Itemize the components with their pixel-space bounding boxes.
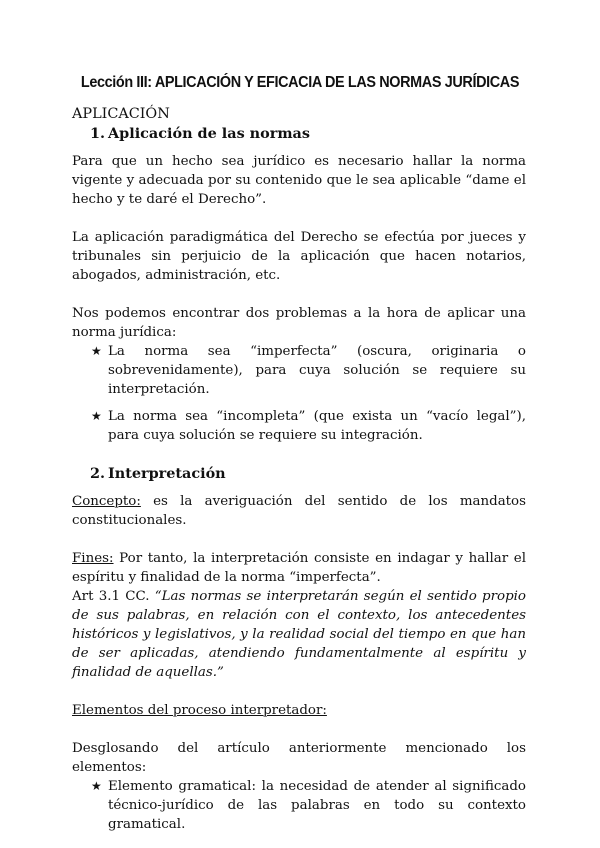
fines-text: Por tanto, la interpretación consiste en indagar y hallar el espíritu y finalidad de la norma “imperfecta”.: [72, 551, 526, 585]
list-item: [72, 342, 526, 399]
subheading-aplicacion: [72, 124, 526, 144]
concepto-text: es la averiguación del sentido de los mandatos constitucionales.: [72, 494, 526, 528]
elementos-heading: Elementos del proceso interpretador:: [72, 703, 327, 718]
article-quote: “Las normas se interpretarán según el sentido propio de sus palabras, en relación con el contexto, los antecedentes históricos y legislativos, y la realidad social del tiempo en que han de ser aplicadas, atendiendo fundamentalmente al espíritu y finalidad de aquellas.”: [72, 589, 526, 680]
elements-list: [72, 777, 526, 834]
paragraph-hecho-juridico: Para que un hecho sea jurídico es necesario hallar la norma vigente y adecuada por su contenido que le sea aplicable “dame el hecho y te daré el Derecho”.: [72, 154, 526, 207]
document-body: [72, 104, 526, 834]
section-heading: APLICACIÓN: [72, 106, 170, 122]
lesson-title: Lección III: APLICACIÓN Y EFICACIA DE LAS NORMAS JURÍDICAS: [80, 74, 520, 91]
subheading-number: 1.: [90, 125, 106, 142]
problems-list: [72, 342, 526, 445]
star-bullet-icon: ★: [91, 779, 102, 793]
subheading-label: Interpretación: [108, 465, 226, 482]
subheading-interpretacion: [72, 464, 526, 484]
article-reference: Art 3.1 CC.: [72, 589, 155, 604]
list-item-text: La norma sea “incompleta” (que exista un “vacío legal”), para cuya solución se requiere su integración.: [108, 409, 526, 443]
paragraph-problemas: Nos podemos encontrar dos problemas a la hora de aplicar una norma jurídica:: [72, 306, 526, 340]
list-item: [72, 407, 526, 445]
list-item: [72, 777, 526, 834]
paragraph-desglosando: Desglosando del artículo anteriormente mencionado los elementos:: [72, 741, 526, 775]
paragraph-concepto: [72, 492, 526, 530]
fines-label: Fines:: [72, 551, 114, 566]
concepto-label: Concepto:: [72, 494, 141, 509]
paragraph-article: [72, 587, 526, 682]
subheading-label: Aplicación de las normas: [108, 125, 310, 142]
star-bullet-icon: ★: [91, 344, 102, 358]
list-item-text: Elemento gramatical: la necesidad de atender al significado técnico-jurídico de las palabras en todo su contexto gramatical.: [108, 779, 526, 832]
paragraph-fines: [72, 549, 526, 587]
star-bullet-icon: ★: [91, 409, 102, 423]
list-item-text: La norma sea “imperfecta” (oscura, originaria o sobrevenidamente), para cuya solución se requiere su interpretación.: [108, 344, 526, 397]
paragraph-aplicacion-paradigmatica: La aplicación paradigmática del Derecho se efectúa por jueces y tribunales sin perjuicio de la aplicación que hacen notarios, abogados, administración, etc.: [72, 230, 526, 283]
subheading-number: 2.: [90, 465, 106, 482]
